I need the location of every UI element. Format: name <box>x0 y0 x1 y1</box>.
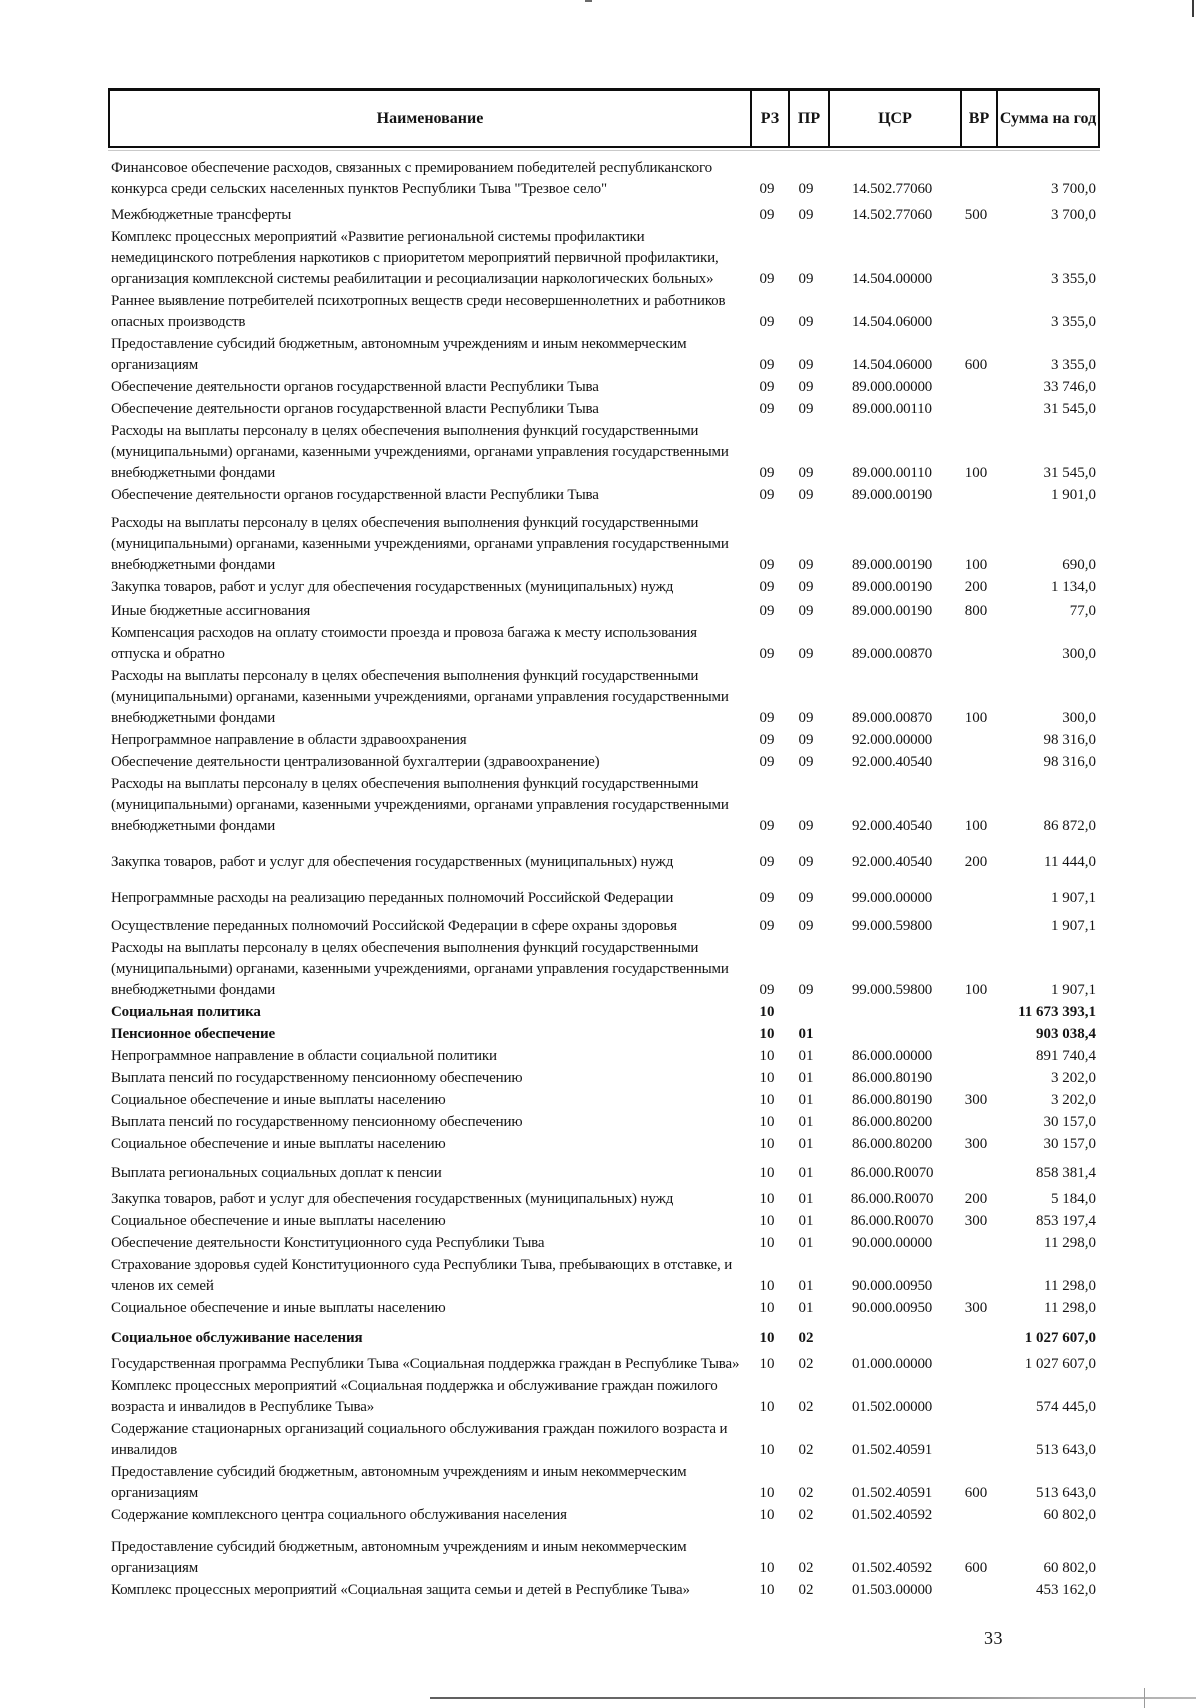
row-pr-cell: 02 <box>798 1560 814 1576</box>
table-row <box>108 1068 1100 1089</box>
row-rz-cell: 10 <box>759 1507 775 1523</box>
row-sum-cell: 3 355,0 <box>1051 271 1096 287</box>
row-sum-cell: 77,0 <box>1069 603 1096 619</box>
row-vr-cell: 100 <box>964 982 988 998</box>
row-rz-cell: 09 <box>759 487 775 503</box>
table-row <box>108 1046 1100 1067</box>
row-csr-cell: 89.000.00870 <box>851 710 933 726</box>
table-row <box>108 227 1100 290</box>
row-rz-cell: 10 <box>759 1485 775 1501</box>
scan-artifact-top-dash <box>585 0 592 2</box>
row-csr-cell: 99.000.59800 <box>851 982 933 998</box>
row-name-cell: Межбюджетные трансферты <box>111 207 292 223</box>
page-number: 33 <box>984 1628 1003 1648</box>
row-sum-cell: 853 197,4 <box>1036 1213 1096 1229</box>
table-row <box>108 916 1100 937</box>
row-sum-cell: 1 027 607,0 <box>1024 1330 1096 1346</box>
row-pr-cell: 09 <box>798 357 814 373</box>
table-row <box>108 666 1100 729</box>
row-csr-cell: 92.000.40540 <box>851 854 933 870</box>
row-pr-cell: 09 <box>798 379 814 395</box>
row-csr-cell: 90.000.00000 <box>851 1235 933 1251</box>
row-pr-cell: 01 <box>798 1092 814 1108</box>
row-name-cell: Социальное обеспечение и иные выплаты населению <box>111 1300 446 1316</box>
row-pr-cell: 09 <box>798 646 814 662</box>
row-vr-cell: 300 <box>964 1300 988 1316</box>
row-name-cell: Осуществление переданных полномочий Российской Федерации в сфере охраны здоровья <box>111 918 677 934</box>
row-name-cell: Социальная политика <box>111 1004 261 1020</box>
row-vr-cell: 600 <box>964 1560 988 1576</box>
table-row <box>108 774 1100 837</box>
row-rz-cell: 09 <box>759 401 775 417</box>
row-name-cell: Социальное обеспечение и иные выплаты населению <box>111 1213 446 1229</box>
table-row <box>108 1419 1100 1461</box>
table-row <box>108 513 1100 576</box>
row-csr-cell: 86.000.80190 <box>851 1070 933 1086</box>
row-csr-cell: 89.000.00190 <box>851 603 933 619</box>
table-row <box>108 1163 1100 1184</box>
row-sum-cell: 31 545,0 <box>1043 465 1096 481</box>
row-csr-cell: 86.000.80190 <box>851 1092 933 1108</box>
row-rz-cell: 10 <box>759 1048 775 1064</box>
row-vr-cell: 100 <box>964 557 988 573</box>
row-name-cell: Обеспечение деятельности Конституционного суда Республики Тыва <box>111 1235 545 1251</box>
row-sum-cell: 60 802,0 <box>1043 1507 1096 1523</box>
row-sum-cell: 30 157,0 <box>1043 1114 1096 1130</box>
row-pr-cell: 01 <box>798 1136 814 1152</box>
row-csr-cell: 01.502.40592 <box>851 1560 933 1576</box>
row-csr-cell: 01.503.00000 <box>851 1582 933 1598</box>
column-header-vr: ВР <box>960 91 996 146</box>
row-rz-cell: 09 <box>759 181 775 197</box>
row-sum-cell: 453 162,0 <box>1036 1582 1096 1598</box>
row-vr-cell: 100 <box>964 710 988 726</box>
row-pr-cell: 01 <box>798 1026 814 1042</box>
row-pr-cell: 02 <box>798 1507 814 1523</box>
row-name-cell: Обеспечение деятельности органов государственной власти Республики Тыва <box>111 401 599 417</box>
row-pr-cell: 01 <box>798 1235 814 1251</box>
row-rz-cell: 10 <box>759 1300 775 1316</box>
row-rz-cell: 10 <box>759 1235 775 1251</box>
row-name-cell: Содержание комплексного центра социального обслуживания населения <box>111 1507 567 1523</box>
row-sum-cell: 60 802,0 <box>1043 1560 1096 1576</box>
row-csr-cell: 14.504.00000 <box>851 271 933 287</box>
table-row <box>108 577 1100 598</box>
row-rz-cell: 10 <box>759 1165 775 1181</box>
row-name-cell: Финансовое обеспечение расходов, связанных с премированием победителей республиканского конкурса среди сельских населенных пунктов Республики Тыва "Трезвое село" <box>111 160 712 197</box>
row-rz-cell: 10 <box>759 1330 775 1346</box>
row-rz-cell: 10 <box>759 1026 775 1042</box>
row-name-cell: Непрограммное направление в области социальной политики <box>111 1048 497 1064</box>
row-rz-cell: 09 <box>759 918 775 934</box>
row-csr-cell: 86.000.R0070 <box>850 1165 934 1181</box>
row-csr-cell: 01.502.40592 <box>851 1507 933 1523</box>
row-rz-cell: 10 <box>759 1114 775 1130</box>
row-name-cell: Выплата пенсий по государственному пенсионному обеспечению <box>111 1070 523 1086</box>
row-rz-cell: 09 <box>759 818 775 834</box>
row-pr-cell: 02 <box>798 1582 814 1598</box>
row-csr-cell: 86.000.80200 <box>851 1136 933 1152</box>
table-row <box>108 421 1100 484</box>
row-rz-cell: 09 <box>759 732 775 748</box>
row-rz-cell: 09 <box>759 754 775 770</box>
row-rz-cell: 10 <box>759 1092 775 1108</box>
row-csr-cell: 86.000.R0070 <box>850 1191 934 1207</box>
row-csr-cell: 92.000.00000 <box>851 732 933 748</box>
row-name-cell: Государственная программа Республики Тыва «Социальная поддержка граждан в Республике Тыва» <box>111 1356 740 1372</box>
row-rz-cell: 09 <box>759 271 775 287</box>
row-csr-cell: 89.000.00110 <box>852 401 932 417</box>
row-name-cell: Комплекс процессных мероприятий «Развитие региональной системы профилактики немедицинского потребления наркотиков с приоритетом мероприятий первичной профилактики, организация комплексной системы реабилитации и ресоциализации наркологических больных» <box>111 229 719 287</box>
row-sum-cell: 3 202,0 <box>1051 1070 1096 1086</box>
table-row <box>108 623 1100 665</box>
row-csr-cell: 01.000.00000 <box>851 1356 933 1372</box>
row-sum-cell: 86 872,0 <box>1043 818 1096 834</box>
row-sum-cell: 1 907,1 <box>1051 890 1096 906</box>
row-sum-cell: 891 740,4 <box>1036 1048 1096 1064</box>
row-sum-cell: 1 901,0 <box>1051 487 1096 503</box>
column-header-rz: РЗ <box>750 91 788 146</box>
row-name-cell: Предоставление субсидий бюджетным, автономным учреждениям и иным некоммерческим организациям <box>111 1539 687 1576</box>
row-rz-cell: 10 <box>759 1442 775 1458</box>
row-vr-cell: 100 <box>964 818 988 834</box>
row-sum-cell: 513 643,0 <box>1036 1442 1096 1458</box>
row-sum-cell: 3 202,0 <box>1051 1092 1096 1108</box>
row-vr-cell: 500 <box>964 207 988 223</box>
column-header-name: Наименование <box>376 109 484 127</box>
row-rz-cell: 10 <box>759 1278 775 1294</box>
row-pr-cell: 01 <box>798 1114 814 1130</box>
row-sum-cell: 33 746,0 <box>1043 379 1096 395</box>
row-rz-cell: 09 <box>759 982 775 998</box>
row-pr-cell: 01 <box>798 1300 814 1316</box>
row-rz-cell: 09 <box>759 646 775 662</box>
row-pr-cell: 09 <box>798 181 814 197</box>
row-sum-cell: 300,0 <box>1062 710 1096 726</box>
row-rz-cell: 09 <box>759 557 775 573</box>
row-sum-cell: 858 381,4 <box>1036 1165 1096 1181</box>
row-sum-cell: 300,0 <box>1062 646 1096 662</box>
row-name-cell: Расходы на выплаты персоналу в целях обеспечения выполнения функций государственными (муниципальными) органами, казенными учреждениями, органами управления государственными внебюджетными фондами <box>111 940 729 998</box>
row-rz-cell: 09 <box>759 603 775 619</box>
table-row <box>108 852 1100 873</box>
row-sum-cell: 1 907,1 <box>1051 982 1096 998</box>
row-sum-cell: 3 700,0 <box>1051 207 1096 223</box>
row-pr-cell: 09 <box>798 918 814 934</box>
table-row <box>108 730 1100 751</box>
table-row <box>108 888 1100 909</box>
row-sum-cell: 3 355,0 <box>1051 357 1096 373</box>
row-vr-cell: 300 <box>964 1136 988 1152</box>
row-name-cell: Социальное обслуживание населения <box>111 1330 363 1346</box>
table-row <box>108 334 1100 376</box>
table-header-row <box>108 88 1100 148</box>
row-vr-cell: 300 <box>964 1213 988 1229</box>
row-pr-cell: 01 <box>798 1191 814 1207</box>
row-sum-cell: 5 184,0 <box>1051 1191 1096 1207</box>
table-row <box>108 1298 1100 1319</box>
row-sum-cell: 903 038,4 <box>1036 1026 1096 1042</box>
row-sum-cell: 31 545,0 <box>1043 401 1096 417</box>
row-sum-cell: 3 355,0 <box>1051 314 1096 330</box>
table-row <box>108 938 1100 1001</box>
row-rz-cell: 09 <box>759 207 775 223</box>
row-pr-cell: 09 <box>798 732 814 748</box>
row-name-cell: Пенсионное обеспечение <box>111 1026 275 1042</box>
row-pr-cell: 02 <box>798 1356 814 1372</box>
row-pr-cell: 09 <box>798 557 814 573</box>
row-name-cell: Обеспечение деятельности органов государственной власти Республики Тыва <box>111 487 599 503</box>
row-vr-cell: 200 <box>964 854 988 870</box>
scan-artifact-bottom-line <box>430 1697 1196 1699</box>
row-name-cell: Комплекс процессных мероприятий «Социальная поддержка и обслуживание граждан пожилого возраста и инвалидов в Республике Тыва» <box>111 1378 718 1415</box>
row-rz-cell: 09 <box>759 890 775 906</box>
row-name-cell: Расходы на выплаты персоналу в целях обеспечения выполнения функций государственными (муниципальными) органами, казенными учреждениями, органами управления государственными внебюджетными фондами <box>111 776 729 834</box>
row-rz-cell: 09 <box>759 465 775 481</box>
row-sum-cell: 574 445,0 <box>1036 1399 1096 1415</box>
table-row <box>108 291 1100 333</box>
row-name-cell: Содержание стационарных организаций социального обслуживания граждан пожилого возраста и инвалидов <box>111 1421 728 1458</box>
row-sum-cell: 3 700,0 <box>1051 181 1096 197</box>
row-csr-cell: 99.000.59800 <box>851 918 933 934</box>
row-pr-cell: 09 <box>798 754 814 770</box>
row-rz-cell: 09 <box>759 314 775 330</box>
row-vr-cell: 200 <box>964 1191 988 1207</box>
row-csr-cell: 89.000.00110 <box>852 465 932 481</box>
row-name-cell: Выплата региональных социальных доплат к пенсии <box>111 1165 442 1181</box>
row-sum-cell: 11 673 393,1 <box>1018 1004 1096 1020</box>
row-sum-cell: 11 298,0 <box>1044 1235 1096 1251</box>
table-row <box>108 1090 1100 1111</box>
row-name-cell: Комплекс процессных мероприятий «Социальная защита семьи и детей в Республике Тыва» <box>111 1582 690 1598</box>
row-csr-cell: 14.504.06000 <box>851 314 933 330</box>
row-name-cell: Расходы на выплаты персоналу в целях обеспечения выполнения функций государственными (муниципальными) органами, казенными учреждениями, органами управления государственными внебюджетными фондами <box>111 668 729 726</box>
column-header-sum: Сумма на год <box>996 91 1098 146</box>
row-name-cell: Непрограммные расходы на реализацию переданных полномочий Российской Федерации <box>111 890 674 906</box>
table-row <box>108 1462 1100 1504</box>
row-csr-cell: 14.502.77060 <box>851 207 933 223</box>
row-pr-cell: 09 <box>798 982 814 998</box>
scan-artifact-bottom-tick <box>1144 1688 1145 1708</box>
row-name-cell: Закупка товаров, работ и услуг для обеспечения государственных (муниципальных) нужд <box>111 1191 674 1207</box>
row-name-cell: Непрограммное направление в области здравоохранения <box>111 732 467 748</box>
row-sum-cell: 30 157,0 <box>1043 1136 1096 1152</box>
row-pr-cell: 02 <box>798 1330 814 1346</box>
row-csr-cell: 86.000.80200 <box>851 1114 933 1130</box>
row-rz-cell: 10 <box>759 1136 775 1152</box>
scan-artifact-top-right-tick <box>1192 0 1194 17</box>
row-sum-cell: 690,0 <box>1062 557 1096 573</box>
row-csr-cell: 89.000.00000 <box>851 379 933 395</box>
row-rz-cell: 10 <box>759 1356 775 1372</box>
row-pr-cell: 09 <box>798 579 814 595</box>
row-csr-cell: 01.502.00000 <box>851 1399 933 1415</box>
row-csr-cell: 01.502.40591 <box>851 1485 933 1501</box>
row-rz-cell: 09 <box>759 710 775 726</box>
table-row <box>108 1233 1100 1254</box>
row-pr-cell: 09 <box>798 890 814 906</box>
row-vr-cell: 600 <box>964 1485 988 1501</box>
row-pr-cell: 09 <box>798 271 814 287</box>
row-rz-cell: 09 <box>759 579 775 595</box>
row-csr-cell: 92.000.40540 <box>851 818 933 834</box>
row-csr-cell: 89.000.00190 <box>851 487 933 503</box>
row-pr-cell: 01 <box>798 1048 814 1064</box>
row-name-cell: Предоставление субсидий бюджетным, автономным учреждениям и иным некоммерческим организациям <box>111 336 687 373</box>
row-pr-cell: 02 <box>798 1399 814 1415</box>
table-row <box>108 1024 1100 1045</box>
row-csr-cell: 99.000.00000 <box>851 890 933 906</box>
row-name-cell: Закупка товаров, работ и услуг для обеспечения государственных (муниципальных) нужд <box>111 579 674 595</box>
row-rz-cell: 09 <box>759 379 775 395</box>
row-sum-cell: 11 444,0 <box>1044 854 1096 870</box>
row-pr-cell: 01 <box>798 1213 814 1229</box>
row-vr-cell: 200 <box>964 579 988 595</box>
row-vr-cell: 600 <box>964 357 988 373</box>
row-pr-cell: 02 <box>798 1442 814 1458</box>
row-csr-cell: 86.000.00000 <box>851 1048 933 1064</box>
row-name-cell: Обеспечение деятельности централизованной бухгалтерии (здравоохранение) <box>111 754 600 770</box>
row-csr-cell: 89.000.00190 <box>851 579 933 595</box>
table-row <box>108 158 1100 200</box>
row-pr-cell: 09 <box>798 401 814 417</box>
table-row <box>108 399 1100 420</box>
table-row <box>108 1376 1100 1418</box>
row-csr-cell: 14.502.77060 <box>851 181 933 197</box>
row-sum-cell: 98 316,0 <box>1043 754 1096 770</box>
row-pr-cell: 01 <box>798 1165 814 1181</box>
table-row <box>108 485 1100 506</box>
row-name-cell: Закупка товаров, работ и услуг для обеспечения государственных (муниципальных) нужд <box>111 854 674 870</box>
row-csr-cell: 89.000.00870 <box>851 646 933 662</box>
row-sum-cell: 513 643,0 <box>1036 1485 1096 1501</box>
row-rz-cell: 10 <box>759 1582 775 1598</box>
table-row <box>108 205 1100 226</box>
row-name-cell: Расходы на выплаты персоналу в целях обеспечения выполнения функций государственными (муниципальными) органами, казенными учреждениями, органами управления государственными внебюджетными фондами <box>111 423 729 481</box>
row-rz-cell: 10 <box>759 1070 775 1086</box>
table-row <box>108 1112 1100 1133</box>
row-pr-cell: 09 <box>798 710 814 726</box>
row-name-cell: Расходы на выплаты персоналу в целях обеспечения выполнения функций государственными (муниципальными) органами, казенными учреждениями, органами управления государственными внебюджетными фондами <box>111 515 729 573</box>
table-row <box>108 1134 1100 1155</box>
column-header-csr: ЦСР <box>828 91 960 146</box>
table-row <box>108 1255 1100 1297</box>
row-rz-cell: 10 <box>759 1004 775 1020</box>
row-csr-cell: 86.000.R0070 <box>850 1213 934 1229</box>
row-sum-cell: 1 027 607,0 <box>1024 1356 1096 1372</box>
table-row <box>108 1580 1100 1601</box>
row-sum-cell: 98 316,0 <box>1043 732 1096 748</box>
row-sum-cell: 11 298,0 <box>1044 1300 1096 1316</box>
row-rz-cell: 10 <box>759 1191 775 1207</box>
table-row <box>108 752 1100 773</box>
row-rz-cell: 10 <box>759 1213 775 1229</box>
row-csr-cell: 01.502.40591 <box>851 1442 933 1458</box>
table-row <box>108 377 1100 398</box>
row-csr-cell: 92.000.40540 <box>851 754 933 770</box>
row-csr-cell: 90.000.00950 <box>851 1278 933 1294</box>
row-pr-cell: 01 <box>798 1070 814 1086</box>
row-pr-cell: 09 <box>798 854 814 870</box>
row-rz-cell: 09 <box>759 357 775 373</box>
row-name-cell: Иные бюджетные ассигнования <box>111 603 311 619</box>
table-body <box>108 148 1100 1601</box>
row-name-cell: Социальное обеспечение и иные выплаты населению <box>111 1136 446 1152</box>
table-row <box>108 1328 1100 1349</box>
row-pr-cell: 01 <box>798 1278 814 1294</box>
row-sum-cell: 1 134,0 <box>1051 579 1096 595</box>
row-pr-cell: 02 <box>798 1485 814 1501</box>
row-csr-cell: 14.504.06000 <box>851 357 933 373</box>
row-name-cell: Раннее выявление потребителей психотропных веществ среди несовершеннолетних и работников опасных производств <box>111 293 726 330</box>
row-pr-cell: 09 <box>798 603 814 619</box>
table-row <box>108 601 1100 622</box>
row-pr-cell: 09 <box>798 207 814 223</box>
row-csr-cell: 90.000.00950 <box>851 1300 933 1316</box>
row-vr-cell: 800 <box>964 603 988 619</box>
row-rz-cell: 10 <box>759 1399 775 1415</box>
row-pr-cell: 09 <box>798 465 814 481</box>
row-name-cell: Обеспечение деятельности органов государственной власти Республики Тыва <box>111 379 599 395</box>
table-row <box>108 1002 1100 1023</box>
row-name-cell: Социальное обеспечение и иные выплаты населению <box>111 1092 446 1108</box>
row-name-cell: Страхование здоровья судей Конституционного суда Республики Тыва, пребывающих в отставке, и членов их семей <box>111 1257 733 1294</box>
row-vr-cell: 100 <box>964 465 988 481</box>
row-pr-cell: 09 <box>798 818 814 834</box>
table-row <box>108 1189 1100 1210</box>
row-name-cell: Компенсация расходов на оплату стоимости проезда и провоза багажа к месту использования отпуска и обратно <box>111 625 697 662</box>
table-row <box>108 1211 1100 1232</box>
row-sum-cell: 11 298,0 <box>1044 1278 1096 1294</box>
row-name-cell: Предоставление субсидий бюджетным, автономным учреждениям и иным некоммерческим организациям <box>111 1464 687 1501</box>
row-pr-cell: 09 <box>798 314 814 330</box>
row-rz-cell: 09 <box>759 854 775 870</box>
table-row <box>108 1354 1100 1375</box>
row-csr-cell: 89.000.00190 <box>851 557 933 573</box>
row-vr-cell: 300 <box>964 1092 988 1108</box>
budget-table <box>108 88 1100 1601</box>
column-header-pr: ПР <box>788 91 828 146</box>
row-rz-cell: 10 <box>759 1560 775 1576</box>
table-row <box>108 1505 1100 1526</box>
row-pr-cell: 09 <box>798 487 814 503</box>
table-row <box>108 1537 1100 1579</box>
row-name-cell: Выплата пенсий по государственному пенсионному обеспечению <box>111 1114 523 1130</box>
row-sum-cell: 1 907,1 <box>1051 918 1096 934</box>
